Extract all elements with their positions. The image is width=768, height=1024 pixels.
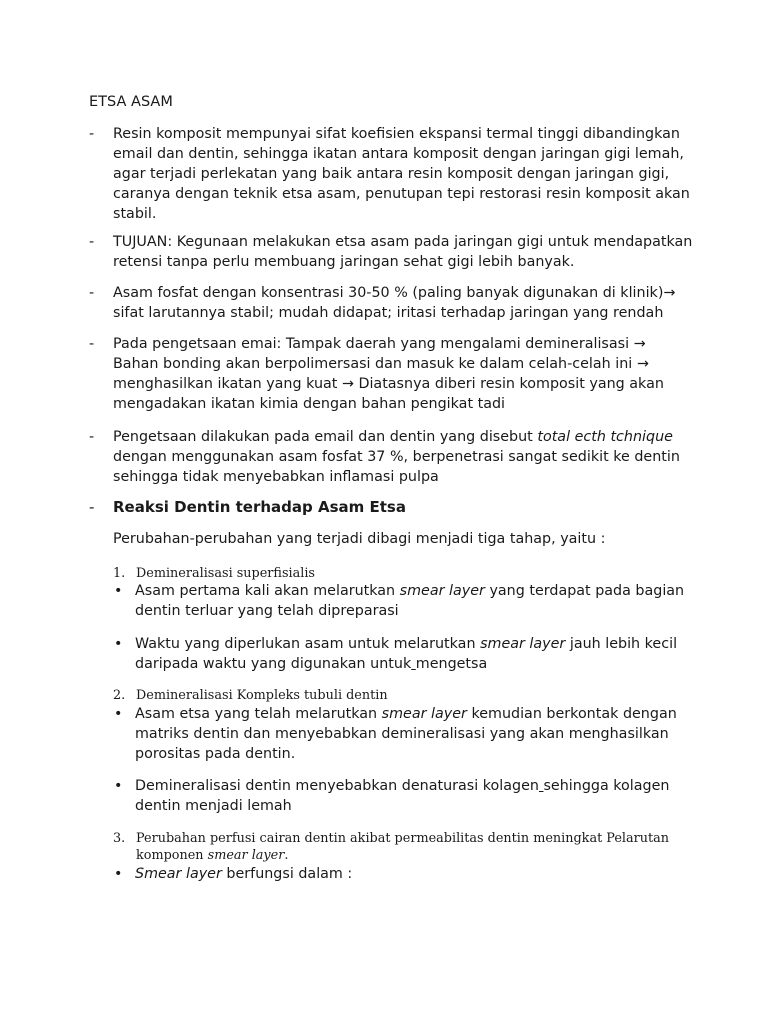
list-item bbox=[89, 232, 693, 272]
text-line: Waktu yang diperlukan asam untuk melarutkan bbox=[135, 636, 476, 652]
numbered-item bbox=[113, 687, 388, 704]
bullet-item bbox=[113, 634, 677, 674]
text-line: caranya dengan teknik etsa asam, penutupan tepi restorasi resin komposit akan bbox=[113, 186, 690, 202]
text-line: Diatasnya diberi resin komposit yang akan bbox=[358, 376, 664, 392]
text-line: . bbox=[284, 848, 289, 863]
numbered-item-title: Demineralisasi superfisialis bbox=[136, 566, 316, 581]
item-number: 2. bbox=[113, 688, 126, 703]
text-line: Asam pertama kali akan melarutkan bbox=[135, 583, 396, 599]
dash-marker: - bbox=[89, 429, 95, 445]
arrow-icon: → bbox=[636, 356, 649, 372]
text-line: mengadakan ikatan kimia dengan bahan pengikat tadi bbox=[113, 396, 506, 412]
text-line: retensi tanpa perlu membuang jaringan sehat gigi lebih banyak. bbox=[113, 254, 575, 270]
bullet-marker: • bbox=[114, 866, 123, 882]
bullet-item bbox=[113, 704, 677, 764]
intro-text: Perubahan-perubahan yang terjadi dibagi menjadi tiga tahap, yaitu : bbox=[113, 531, 606, 547]
bullet-item bbox=[113, 776, 669, 816]
text-line: dentin terluar yang telah dipreparasi bbox=[135, 603, 399, 619]
numbered-item bbox=[113, 565, 315, 582]
bullet-marker: • bbox=[114, 778, 123, 794]
item-number: 3. bbox=[113, 831, 126, 846]
text-line: jauh lebih kecil bbox=[569, 636, 678, 652]
item-number: 1. bbox=[113, 566, 126, 581]
text-line: Pada pengetsaan emai: Tampak daerah yang mengalami demineralisasi bbox=[113, 336, 630, 352]
text-line: sifat larutannya stabil; mudah didapat; iritasi terhadap jaringan yang rendah bbox=[113, 305, 664, 321]
text-line: Bahan bonding akan berpolimersasi dan masuk ke dalam celah-celah ini bbox=[113, 356, 633, 372]
dash-marker: - bbox=[89, 498, 95, 516]
text-line: Resin komposit mempunyai sifat koefisien ekspansi termal tinggi dibandingkan bbox=[113, 126, 680, 142]
text-line: matriks dentin dan menyebabkan demineralisasi yang akan menghasilkan bbox=[135, 726, 669, 742]
arrow-icon: → bbox=[633, 336, 646, 352]
numbered-item bbox=[113, 830, 669, 864]
text-line: yang terdapat pada bagian bbox=[489, 583, 685, 599]
bullet-item bbox=[113, 581, 684, 621]
text-line: sehingga tidak menyebabkan inflamasi pulpa bbox=[113, 469, 439, 485]
dash-marker: - bbox=[89, 336, 95, 352]
text-line: Demineralisasi dentin menyebabkan denaturasi kolagen bbox=[135, 778, 539, 794]
text-line: TUJUAN: Kegunaan melakukan etsa asam pada jaringan gigi untuk mendapatkan bbox=[113, 234, 693, 250]
document-title: ETSA ASAM bbox=[89, 94, 173, 110]
text-line: email dan dentin, sehingga ikatan antara komposit dengan jaringan gigi lemah, bbox=[113, 146, 684, 162]
text-line: Asam etsa yang telah melarutkan bbox=[135, 706, 378, 722]
numbered-item-title: Perubahan perfusi cairan dentin akibat permeabilitas dentin meningkat Pelarutan bbox=[136, 831, 669, 846]
text-line: agar terjadi perlekatan yang baik antara resin komposit dengan jaringan gigi, bbox=[113, 166, 670, 182]
text-line: Pengetsaan dilakukan pada email dan dentin yang disebut bbox=[113, 429, 533, 445]
numbered-item-title: Demineralisasi Kompleks tubuli dentin bbox=[136, 688, 388, 703]
text-line: stabil. bbox=[113, 206, 157, 222]
text-line: komponen bbox=[136, 848, 204, 863]
text-line: dentin menjadi lemah bbox=[135, 798, 292, 814]
list-item bbox=[89, 427, 689, 487]
italic-term: smear layer bbox=[381, 706, 467, 722]
list-item bbox=[89, 283, 689, 323]
text-line: berfungsi dalam : bbox=[226, 866, 353, 882]
list-item bbox=[89, 334, 689, 414]
dash-marker: - bbox=[89, 234, 95, 250]
bullet-marker: • bbox=[114, 636, 123, 652]
section-heading: Reaksi Dentin terhadap Asam Etsa bbox=[113, 498, 406, 516]
text-line: dengan menggunakan asam fosfat 37 %, berpenetrasi sangat sedikit ke dentin bbox=[113, 449, 680, 465]
text-line: daripada waktu yang digunakan untuk bbox=[135, 656, 412, 672]
text-line: menghasilkan ikatan yang kuat bbox=[113, 376, 338, 392]
text-line: sehingga kolagen bbox=[543, 778, 670, 794]
dash-marker: - bbox=[89, 285, 95, 301]
text-line: porositas pada dentin. bbox=[135, 746, 296, 762]
italic-term: Smear layer bbox=[135, 866, 222, 882]
bullet-marker: • bbox=[114, 583, 123, 599]
bullet-item bbox=[113, 864, 352, 884]
bullet-marker: • bbox=[114, 706, 123, 722]
dash-marker: - bbox=[89, 126, 95, 142]
italic-term: smear layer bbox=[399, 583, 485, 599]
text-line: Asam fosfat dengan konsentrasi 30-50 % (paling banyak digunakan di klinik) bbox=[113, 285, 664, 301]
arrow-icon: → bbox=[663, 285, 676, 301]
italic-term: smear layer bbox=[480, 636, 566, 652]
text-line: kemudian berkontak dengan bbox=[471, 706, 677, 722]
italic-term: smear layer bbox=[207, 848, 285, 863]
text-line: mengetsa bbox=[415, 656, 488, 672]
list-item bbox=[89, 124, 689, 224]
list-item bbox=[89, 497, 689, 517]
italic-term: total ecth tchnique bbox=[537, 429, 673, 445]
arrow-icon: → bbox=[341, 376, 354, 392]
